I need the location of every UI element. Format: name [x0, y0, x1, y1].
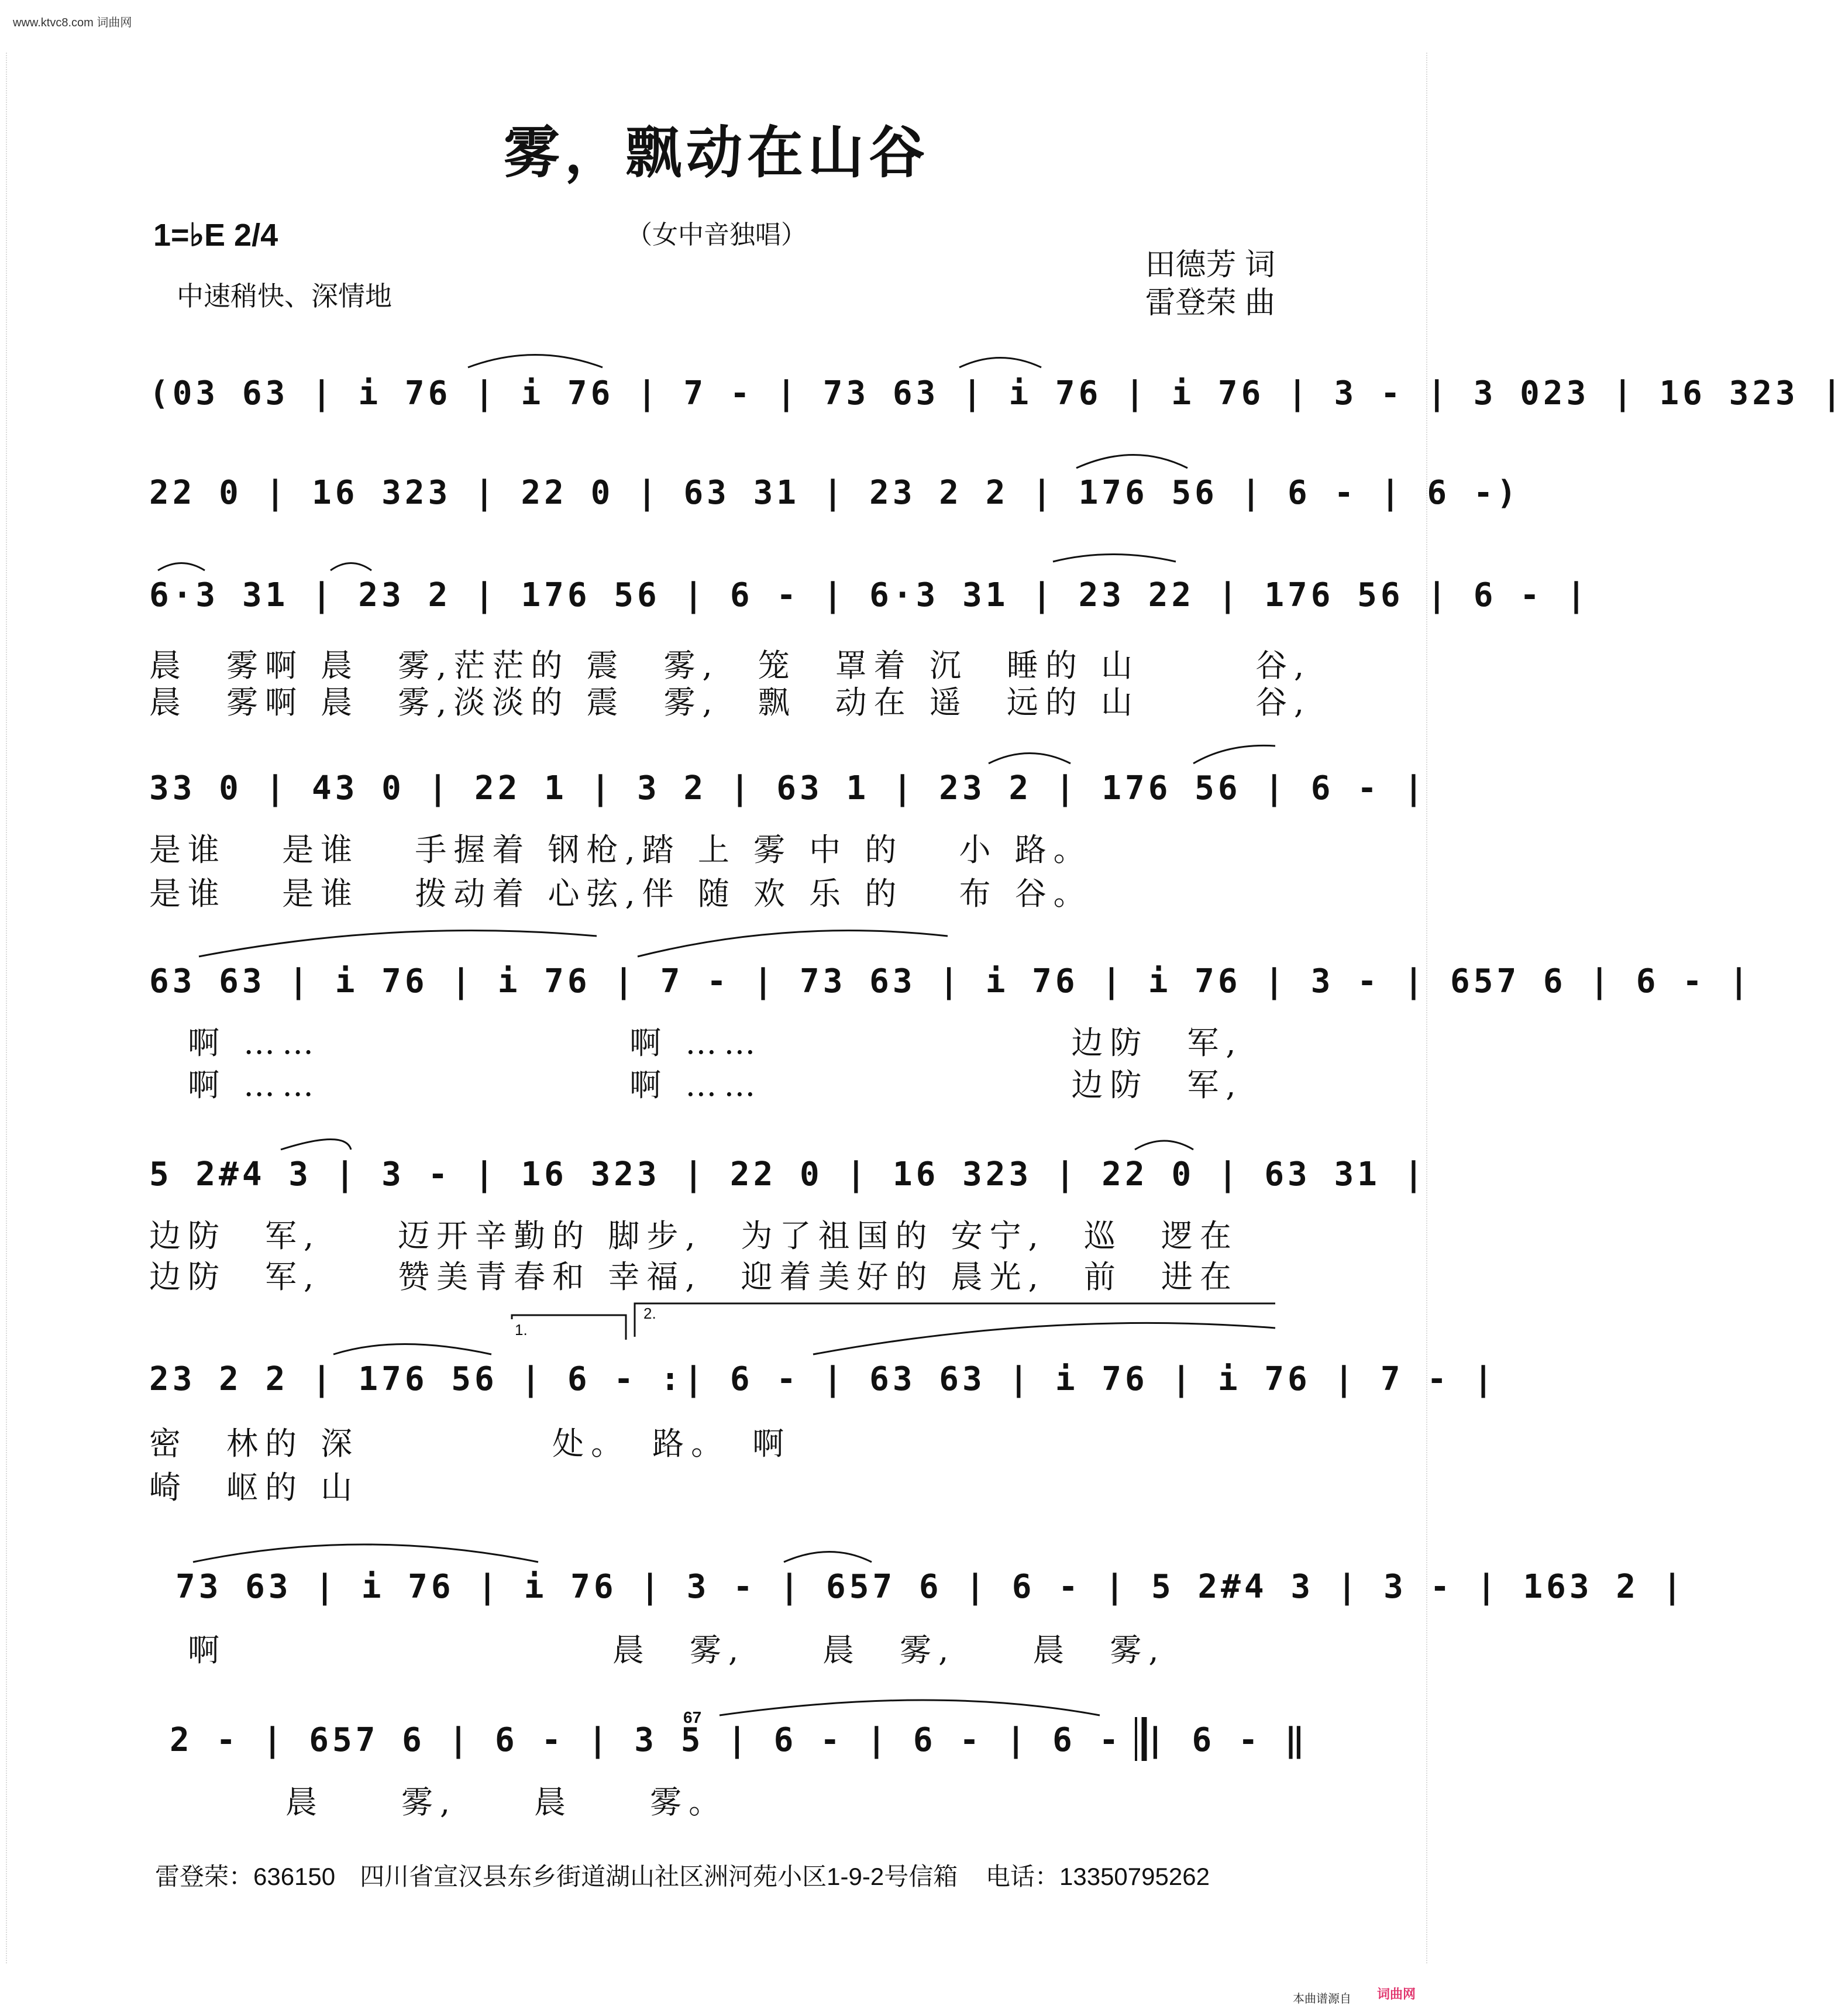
lyric-line-4b: 是谁 是谁 拨动着 心弦,伴 随 欢 乐 的 布 谷。 — [149, 875, 1092, 912]
volta-2-bracket — [635, 1303, 1275, 1337]
notation-line-4: 33 0 | 43 0 | 22 1 | 3 2 | 63 1 | 23 2 | 176 56 | 6 - | — [149, 769, 1427, 807]
lyric-line-3a: 晨 雾啊 晨 雾,茫茫的 震 雾, 笼 罩着 沉 睡的 山 谷, — [149, 647, 1312, 684]
footer-phone: 电话：13350795262 — [986, 1863, 1210, 1890]
composer-credit: 雷登荣 曲 — [1145, 286, 1275, 320]
site-header: www.ktvc8.com 词曲网 — [13, 16, 132, 29]
notation-line-2: 22 0 | 16 323 | 22 0 | 63 31 | 23 2 2 | 176 56 | 6 - | 6 -) — [149, 474, 1520, 512]
slur-12 — [1135, 1141, 1193, 1150]
grace-note: 67 — [683, 1708, 702, 1726]
slur-4 — [158, 563, 205, 571]
notation-line-8: 73 63 | i 76 | i 76 | 3 - | 657 6 | 6 - | 5 2#4 3 | 3 - | 163 2 | — [175, 1568, 1686, 1606]
footer-address: 雷登荣：636150 四川省宣汉县东乡街道湖山社区洲河苑小区1-9-2号信箱 — [155, 1863, 958, 1890]
lyric-line-5a: 啊 …… 啊 …… 边防 军, — [149, 1024, 1243, 1061]
lyricist-credit: 田德芳 词 — [1145, 248, 1275, 282]
notation-line-9: 2 - | 657 6 | 6 - | 3 5 | 6 - | 6 - | 6 - | 6 - ‖ — [170, 1721, 1309, 1759]
lyric-line-6b: 边防 军, 赞美青春和 幸福, 迎着美好的 晨光, 前 进在 — [149, 1258, 1238, 1295]
notation-line-3: 6·3 31 | 23 2 | 176 56 | 6 - | 6·3 31 | 23 22 | 176 56 | 6 - | — [149, 576, 1590, 614]
slur-9 — [199, 931, 597, 957]
lyric-line-9a: 晨 雾, 晨 雾。 — [170, 1784, 728, 1821]
lyric-line-4a: 是谁 是谁 手握着 钢枪,踏 上 雾 中 的 小 路。 — [149, 831, 1092, 868]
watermark-source: 本曲谱源自 — [1293, 1993, 1351, 2005]
volta-2-label: 2. — [643, 1305, 656, 1322]
slur-14 — [813, 1323, 1275, 1354]
song-title: 雾，飘动在山谷 — [504, 119, 930, 185]
slur-11 — [281, 1140, 351, 1150]
notation-line-6: 5 2#4 3 | 3 - | 16 323 | 22 0 | 16 323 | 22 0 | 63 31 | — [149, 1155, 1427, 1193]
key-signature: 1=♭E 2/4 — [153, 218, 278, 253]
lyric-line-7b: 崎 岖的 山 — [149, 1469, 360, 1506]
slur-7 — [989, 754, 1070, 764]
song-subtitle: （女中音独唱） — [627, 220, 807, 250]
slur-10 — [638, 931, 948, 957]
volta-1-bracket — [512, 1315, 626, 1340]
notation-line-1: (03 63 | i 76 | i 76 | 7 - | 73 63 | i 76 | i 76 | 3 - | 3 023 | 16 323 | — [149, 374, 1845, 412]
lyric-line-6a: 边防 军, 迈开辛勤的 脚步, 为了祖国的 安宁, 巡 逻在 — [149, 1217, 1238, 1254]
notation-line-5: 63 63 | i 76 | i 76 | 7 - | 73 63 | i 76 | i 76 | 3 - | 657 6 | 6 - | — [149, 962, 1753, 1000]
notation-line-7: 23 2 2 | 176 56 | 6 - :| 6 - | 63 63 | i 76 | i 76 | 7 - | — [149, 1360, 1497, 1398]
lyric-line-3b: 晨 雾啊 晨 雾,淡淡的 震 雾, 飘 动在 遥 远的 山 谷, — [149, 684, 1312, 721]
slur-16 — [784, 1552, 872, 1563]
slur-1 — [468, 355, 603, 368]
slur-5 — [331, 563, 371, 571]
slur-2 — [959, 358, 1041, 368]
slur-6 — [1053, 555, 1176, 562]
lyric-line-7a: 密 林的 深 处。 路。 啊 — [149, 1425, 791, 1462]
lyric-line-5b: 啊 …… 啊 …… 边防 军, — [149, 1067, 1243, 1103]
lyric-line-8a: 啊 晨 雾, 晨 雾, 晨 雾, — [149, 1632, 1166, 1668]
watermark-logo: 词曲网 — [1376, 1987, 1416, 2001]
slur-13 — [333, 1344, 491, 1355]
tempo-marking: 中速稍快、深情地 — [177, 281, 392, 311]
slur-8 — [1193, 745, 1275, 763]
slur-3 — [1076, 455, 1187, 469]
volta-1-label: 1. — [515, 1321, 528, 1339]
slur-15 — [193, 1544, 538, 1562]
slur-17 — [720, 1700, 1100, 1715]
